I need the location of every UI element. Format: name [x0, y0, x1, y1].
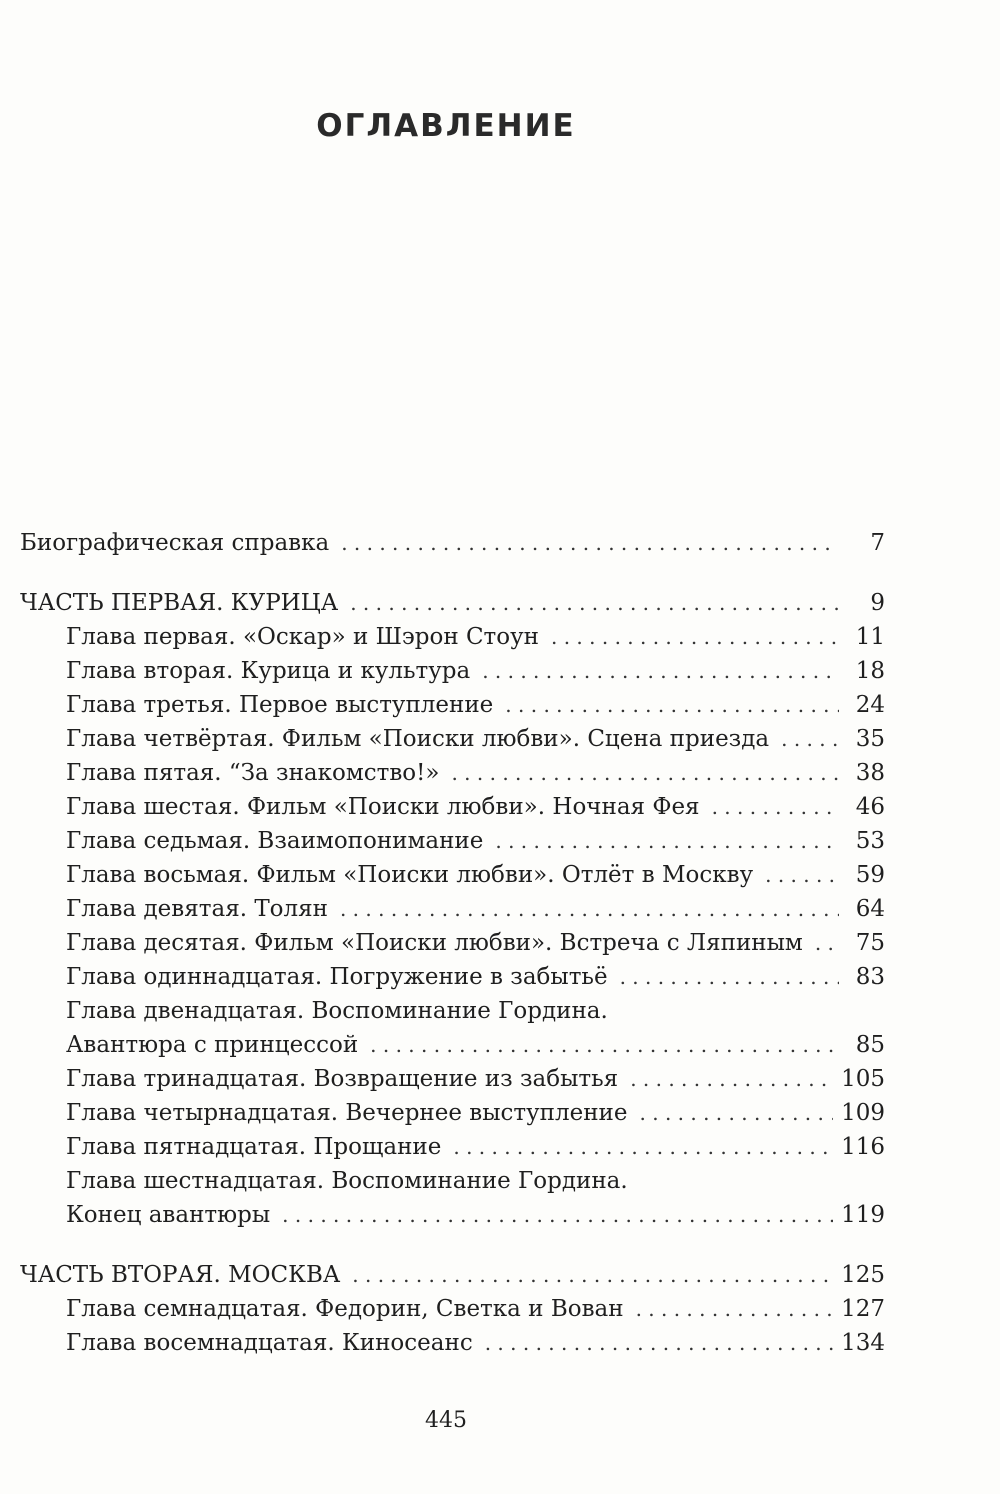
toc-entry-page: 59	[855, 862, 885, 888]
toc-entry-title: Глава шестнадцатая. Воспоминание Гордина.	[66, 1168, 628, 1194]
toc-chapter-entry	[20, 1326, 885, 1360]
toc-entry-page: 75	[855, 930, 885, 956]
toc-entry-title: Конец авантюры	[66, 1202, 271, 1228]
toc-section-entry	[20, 586, 885, 620]
toc-chapter-entry	[20, 824, 885, 858]
toc-entry-title: Глава четвёртая. Фильм «Поиски любви». Сцена приезда	[66, 726, 770, 752]
toc-entry-page: 119	[841, 1202, 885, 1228]
toc-leader-dots	[765, 858, 839, 892]
toc-entry-page: 85	[855, 1032, 885, 1058]
table-of-contents	[20, 526, 885, 1360]
toc-entry-page: 46	[855, 794, 885, 820]
toc-entry-title: Глава первая. «Оскар» и Шэрон Стоун	[66, 624, 539, 650]
toc-chapter-entry	[20, 994, 885, 1028]
toc-entry-page: 127	[841, 1296, 885, 1322]
toc-leader-dots	[495, 824, 839, 858]
toc-entry-title: ЧАСТЬ ВТОРАЯ. МОСКВА	[20, 1262, 341, 1288]
toc-chapter-entry	[20, 1198, 885, 1232]
toc-leader-dots	[350, 586, 839, 620]
toc-chapter-entry	[20, 892, 885, 926]
toc-leader-dots	[282, 1198, 833, 1232]
toc-entry-title: Глава пятнадцатая. Прощание	[66, 1134, 442, 1160]
toc-entry-page: 109	[841, 1100, 885, 1126]
toc-chapter-entry	[20, 1062, 885, 1096]
toc-chapter-entry	[20, 756, 885, 790]
toc-entry-title: Глава третья. Первое выступление	[66, 692, 494, 718]
toc-leader-dots	[482, 654, 839, 688]
toc-entry-page: 24	[855, 692, 885, 718]
toc-entry-title: Глава шестая. Фильм «Поиски любви». Ночная Фея	[66, 794, 700, 820]
toc-chapter-entry	[20, 1292, 885, 1326]
toc-entry-page: 134	[841, 1330, 885, 1356]
toc-leader-dots	[341, 526, 839, 560]
toc-leader-dots	[451, 756, 839, 790]
toc-entry-title: Глава тринадцатая. Возвращение из забытья	[66, 1066, 619, 1092]
toc-entry-page: 35	[855, 726, 885, 752]
toc-leader-dots	[370, 1028, 839, 1062]
toc-chapter-entry	[20, 790, 885, 824]
toc-entry-page: 11	[855, 624, 885, 650]
toc-entry-title: Глава пятая. “За знакомство!»	[66, 760, 440, 786]
toc-entry-title: Глава седьмая. Взаимопонимание	[66, 828, 484, 854]
toc-chapter-entry	[20, 654, 885, 688]
toc-leader-dots	[781, 722, 839, 756]
toc-chapter-entry	[20, 688, 885, 722]
toc-entry-page: 18	[855, 658, 885, 684]
toc-leader-dots	[630, 1062, 833, 1096]
toc-entry-title: Глава восьмая. Фильм «Поиски любви». Отлёт в Москву	[66, 862, 754, 888]
toc-chapter-entry	[20, 722, 885, 756]
page-number: 445	[425, 1408, 467, 1433]
toc-leader-dots	[551, 620, 839, 654]
toc-section-entry	[20, 1258, 885, 1292]
toc-section-entry	[20, 526, 885, 560]
toc-entry-title: Авантюра с принцессой	[66, 1032, 359, 1058]
toc-chapter-entry	[20, 1096, 885, 1130]
toc-entry-title: Глава одиннадцатая. Погружение в забытьё	[66, 964, 608, 990]
toc-entry-title: Глава двенадцатая. Воспоминание Гордина.	[66, 998, 608, 1024]
toc-chapter-entry	[20, 858, 885, 892]
toc-leader-dots	[815, 926, 839, 960]
toc-chapter-entry	[20, 1028, 885, 1062]
toc-leader-dots	[636, 1292, 834, 1326]
page-title: ОГЛАВЛЕНИЕ	[316, 108, 576, 144]
toc-chapter-entry	[20, 1164, 885, 1198]
toc-leader-dots	[352, 1258, 833, 1292]
toc-chapter-entry	[20, 1130, 885, 1164]
toc-entry-page: 83	[855, 964, 885, 990]
toc-entry-title: Глава четырнадцатая. Вечернее выступление	[66, 1100, 628, 1126]
toc-entry-page: 64	[855, 896, 885, 922]
toc-leader-dots	[485, 1326, 833, 1360]
toc-leader-dots	[340, 892, 839, 926]
toc-leader-dots	[453, 1130, 833, 1164]
toc-leader-dots	[640, 1096, 834, 1130]
toc-entry-title: Глава десятая. Фильм «Поиски любви». Встреча с Ляпиным	[66, 930, 803, 956]
toc-entry-title: Глава вторая. Курица и культура	[66, 658, 471, 684]
toc-leader-dots	[505, 688, 839, 722]
toc-chapter-entry	[20, 960, 885, 994]
toc-entry-page: 125	[841, 1262, 885, 1288]
toc-chapter-entry	[20, 620, 885, 654]
toc-entry-title: Глава восемнадцатая. Киносеанс	[66, 1330, 473, 1356]
toc-entry-page: 9	[870, 590, 885, 616]
toc-leader-dots	[620, 960, 839, 994]
toc-entry-page: 105	[841, 1066, 885, 1092]
toc-entry-page: 53	[855, 828, 885, 854]
toc-entry-page: 38	[855, 760, 885, 786]
toc-leader-dots	[712, 790, 839, 824]
toc-entry-title: Глава семнадцатая. Федорин, Светка и Вован	[66, 1296, 624, 1322]
toc-chapter-entry	[20, 926, 885, 960]
toc-entry-title: ЧАСТЬ ПЕРВАЯ. КУРИЦА	[20, 590, 339, 616]
toc-entry-title: Биографическая справка	[20, 530, 330, 556]
toc-entry-page: 116	[841, 1134, 885, 1160]
toc-entry-page: 7	[870, 530, 885, 556]
toc-entry-title: Глава девятая. Толян	[66, 896, 328, 922]
